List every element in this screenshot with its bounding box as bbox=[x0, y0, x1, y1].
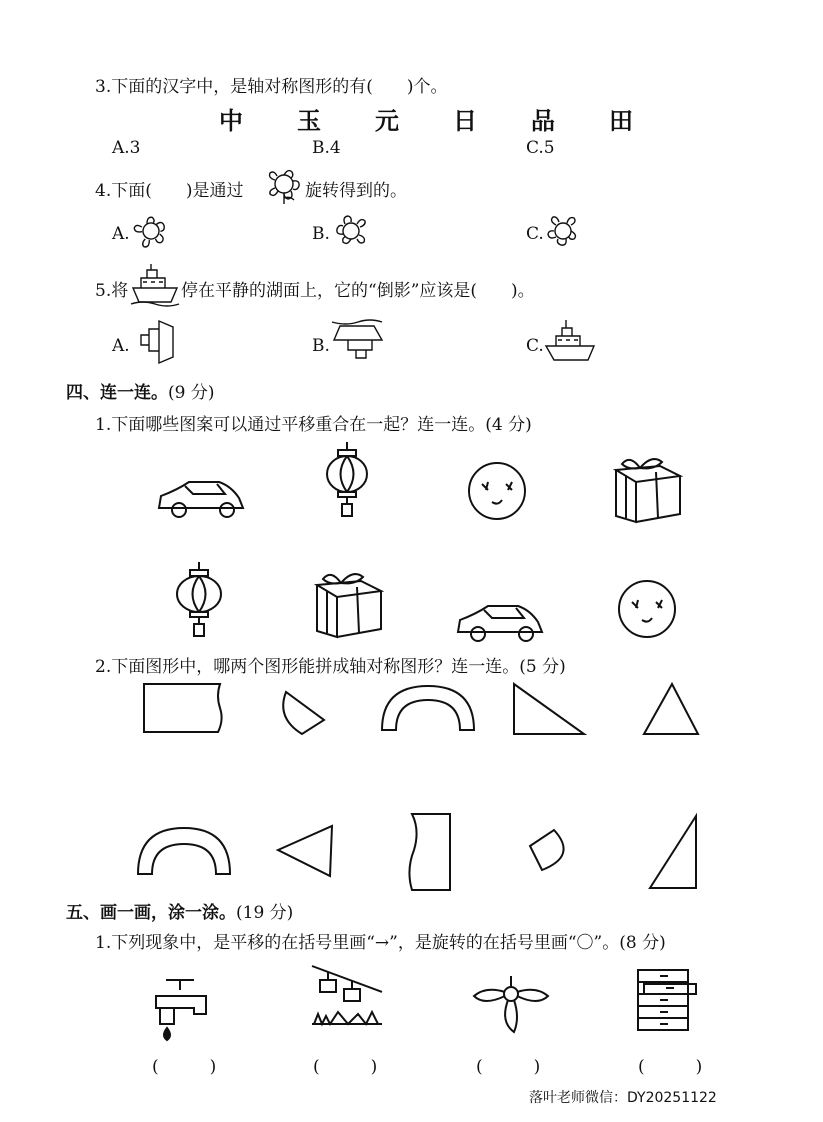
q4-prefix: 4.下面( )是通过 bbox=[95, 181, 244, 201]
q5-prefix: 5.将 bbox=[95, 281, 129, 301]
half-arch-shape bbox=[378, 682, 478, 734]
q5-suffix: 停在平静的湖面上，它的“倒影”应该是( )。 bbox=[181, 281, 535, 301]
answer-bracket-3[interactable]: ( ) bbox=[476, 1057, 541, 1077]
q5-option-b[interactable]: B. bbox=[312, 336, 330, 356]
sad-face-icon bbox=[466, 460, 528, 522]
hanzi-5: 品 bbox=[531, 106, 555, 135]
hanzi-1: 中 bbox=[219, 106, 243, 135]
half-arch-shape-2 bbox=[134, 824, 234, 878]
section-5-q1: 1.下列现象中，是平移的在括号里画“→”，是旋转的在括号里画“〇”。(8 分) bbox=[95, 933, 666, 953]
triangle-shape bbox=[640, 680, 702, 738]
hanzi-4: 日 bbox=[453, 106, 477, 135]
q5-option-a[interactable]: A. bbox=[112, 336, 130, 356]
q5-option-c[interactable]: C. bbox=[526, 336, 544, 356]
answer-bracket-2[interactable]: ( ) bbox=[313, 1057, 378, 1077]
right-triangle-shape-2 bbox=[644, 812, 702, 892]
half-circle-shape-2 bbox=[524, 826, 574, 876]
q3-option-a[interactable]: A.3 bbox=[112, 138, 141, 158]
ship-icon bbox=[131, 262, 181, 306]
section-4-q1: 1.下面哪些图案可以通过平移重合在一起？连一连。(4 分) bbox=[95, 415, 532, 435]
hanzi-6: 田 bbox=[609, 106, 633, 135]
footer-watermark: 落叶老师微信：DY20251122 bbox=[529, 1090, 717, 1106]
car-icon bbox=[155, 472, 247, 522]
water-faucet-icon bbox=[150, 968, 222, 1044]
q3-option-c[interactable]: C.5 bbox=[526, 138, 555, 158]
lantern-icon-2 bbox=[172, 560, 226, 638]
q4-option-b[interactable]: B. bbox=[312, 224, 330, 244]
ship-reflection-a-icon bbox=[132, 318, 182, 366]
hanzi-3: 元 bbox=[375, 106, 399, 135]
ship-reflection-b-icon bbox=[330, 318, 384, 366]
sunflower-icon bbox=[264, 166, 304, 206]
triangle-left-shape bbox=[274, 820, 336, 880]
hanzi-2: 玉 bbox=[297, 106, 321, 135]
drawer-cabinet-icon bbox=[634, 966, 700, 1034]
right-triangle-shape bbox=[508, 680, 588, 740]
sunflower-rotated-c-icon bbox=[544, 212, 582, 250]
gift-box-icon-2 bbox=[313, 567, 385, 639]
q3-text: 3.下面的汉字中，是轴对称图形的有( )个。 bbox=[95, 77, 448, 97]
answer-bracket-4[interactable]: ( ) bbox=[638, 1057, 703, 1077]
section-5-title: 五、画一画，涂一涂。(19 分) bbox=[66, 903, 294, 923]
q4-option-c[interactable]: C. bbox=[526, 224, 544, 244]
gift-box-icon bbox=[612, 452, 684, 524]
lantern-icon bbox=[322, 440, 372, 520]
cable-car-icon bbox=[308, 962, 386, 1034]
section-4-title: 四、连一连。(9 分) bbox=[66, 383, 215, 403]
sunflower-rotated-b-icon bbox=[332, 212, 370, 250]
car-icon-2 bbox=[454, 596, 546, 646]
answer-bracket-1[interactable]: ( ) bbox=[152, 1057, 217, 1077]
section-4-q2: 2.下面图形中，哪两个图形能拼成轴对称图形？连一连。(5 分) bbox=[95, 657, 566, 677]
half-rectangle-shape bbox=[140, 680, 226, 736]
sad-face-icon-2 bbox=[616, 578, 678, 640]
half-rectangle-shape-2 bbox=[402, 810, 458, 896]
ship-reflection-c-icon bbox=[544, 318, 598, 366]
q4-option-a[interactable]: A. bbox=[112, 224, 130, 244]
ceiling-fan-icon bbox=[470, 974, 552, 1046]
half-circle-shape bbox=[278, 688, 330, 740]
q3-option-b[interactable]: B.4 bbox=[312, 138, 341, 158]
q4-suffix: 旋转得到的。 bbox=[305, 181, 407, 201]
sunflower-rotated-a-icon bbox=[132, 212, 170, 250]
